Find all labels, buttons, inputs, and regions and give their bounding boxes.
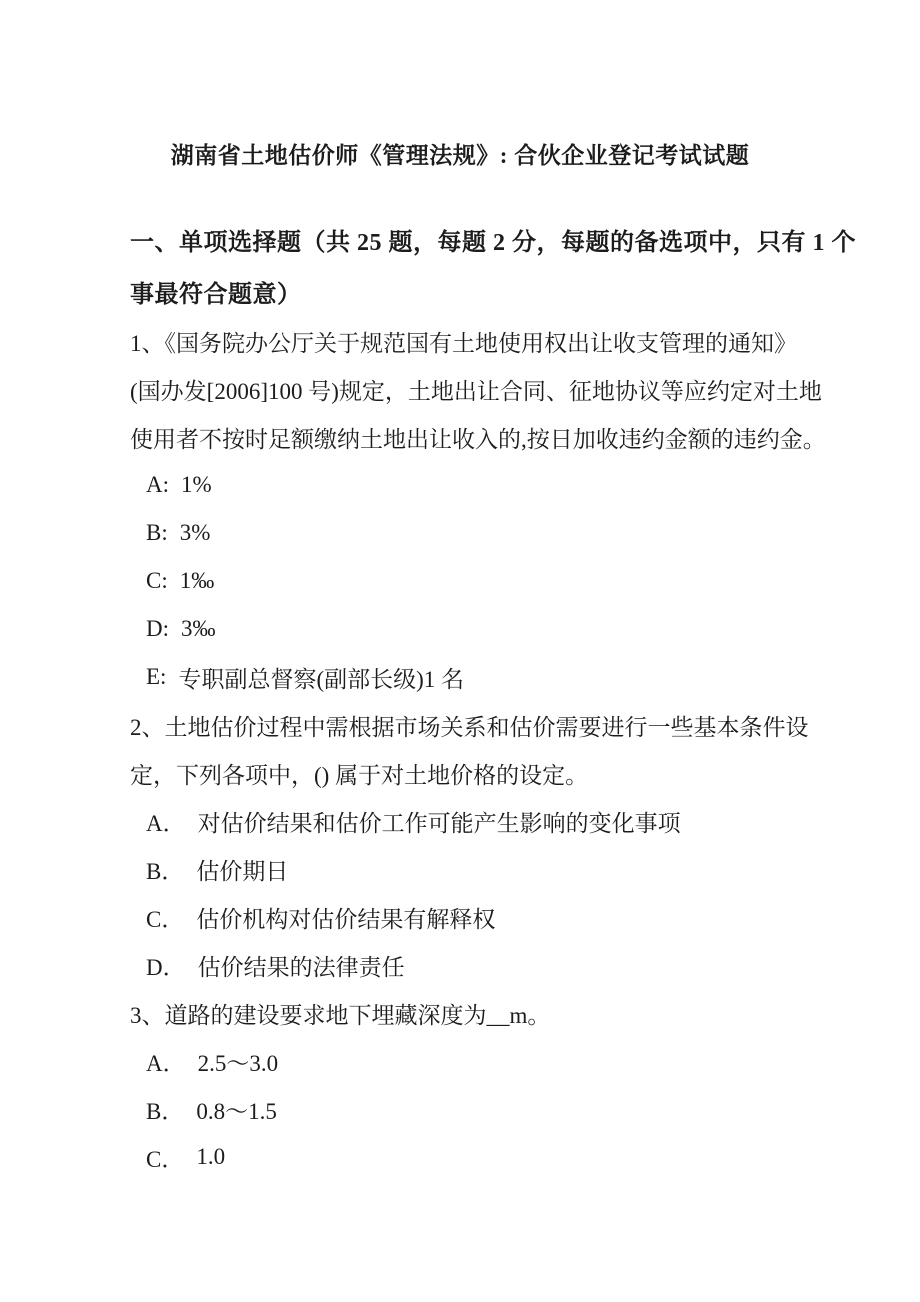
option-text: 专职副总督察(副部长级)1 名 [178, 666, 465, 692]
option-label: A: [146, 472, 169, 497]
question-1-option-b [130, 509, 820, 557]
option-text: 3‰ [181, 616, 216, 641]
option-label: D． [146, 954, 186, 980]
option-label: B． [146, 858, 185, 884]
option-label: A． [146, 810, 186, 836]
option-text: 1.0 [196, 1144, 226, 1169]
option-text: 估价机构对估价结果有解释权 [196, 906, 496, 932]
question-3-option-b [130, 1085, 820, 1133]
option-text: 估价结果的法律责任 [197, 954, 405, 980]
option-label: C． [146, 906, 185, 932]
question-1-option-c [130, 557, 820, 605]
question-1-option-d [130, 605, 820, 653]
question-2-option-b [130, 845, 820, 893]
document-title: 湖南省土地估价师《管理法规》: 合伙企业登记考试试题 [170, 143, 750, 168]
option-text: 3% [179, 520, 211, 545]
option-label: C． [146, 1146, 185, 1172]
question-2-line-1: 2、土地估价过程中需根据市场关系和估价需要进行一些基本条件设 [130, 714, 809, 740]
question-list [130, 317, 826, 1181]
option-text: 1‰ [179, 568, 215, 593]
option-text: 估价期日 [196, 858, 289, 884]
question-3 [130, 989, 820, 1181]
question-1 [130, 317, 826, 701]
question-1-line-2: (国办发[2006]100 号)规定，土地出让合同、征地协议等应约定对土地 [130, 378, 822, 404]
option-text: 对估价结果和估价工作可能产生影响的变化事项 [197, 810, 681, 836]
question-2-option-d [130, 941, 820, 989]
section-heading [130, 213, 856, 317]
question-1-option-e [130, 653, 820, 701]
section-heading-line-1: 一、单项选择题（共 25 题，每题 2 分，每题的备选项中，只有 1 个 [130, 229, 856, 256]
option-label: B: [146, 520, 168, 545]
question-2-option-a [130, 797, 820, 845]
option-text: 0.8～1.5 [196, 1098, 277, 1124]
option-label: D: [146, 616, 169, 641]
question-2 [130, 701, 820, 989]
option-text: 1% [181, 472, 212, 497]
question-3-option-c [130, 1133, 820, 1181]
option-label: E: [146, 664, 167, 689]
question-1-line-1: 1、《国务院办公厅关于规范国有土地使用权出让收支管理的通知》 [130, 330, 797, 356]
section-heading-line-2: 事最符合题意） [130, 281, 302, 308]
option-label: C: [146, 568, 168, 593]
question-1-option-a [130, 461, 820, 509]
option-label: A． [146, 1050, 186, 1076]
option-text: 2.5～3.0 [197, 1050, 279, 1076]
option-label: B． [146, 1098, 185, 1124]
question-2-line-2: 定，下列各项中，() 属于对土地价格的设定。 [130, 762, 589, 788]
question-1-line-3: 使用者不按时足额缴纳土地出让收入的,按日加收违约金额的违约金。 [130, 426, 826, 452]
question-3-line-1: 3、道路的建设要求地下埋藏深度为__m。 [130, 1002, 551, 1028]
question-2-option-c [130, 893, 820, 941]
question-3-option-a [130, 1037, 820, 1085]
